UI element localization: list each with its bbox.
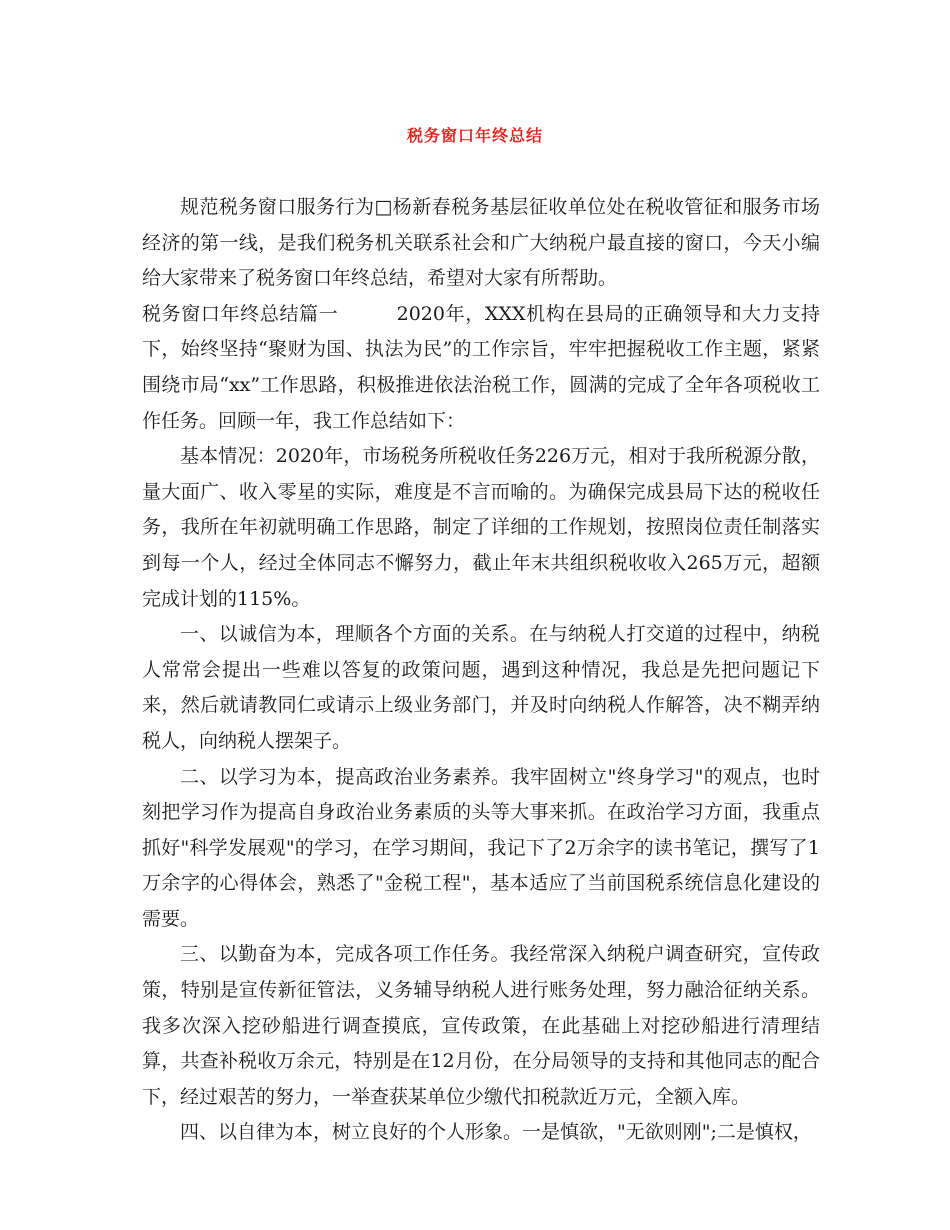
paragraph-intro: 规范税务窗口服务行为□杨新春税务基层征收单位处在税收管征和服务市场经济的第一线，是我们税务机关联系社会和广大纳税户最直接的窗口，今天小编给大家带来了税务窗口年终总结，希望对大家有所帮助。 — [142, 196, 820, 290]
paragraph-point-one: 一、以诚信为本，理顺各个方面的关系。在与纳税人打交道的过程中，纳税人常常会提出一些难以答复的政策问题，遇到这种情况，我总是先把问题记下来，然后就请教同仁或请示上级业务部门，并及时向纳税人作解答，决不糊弄纳税人，向纳税人摆架子。 — [142, 623, 820, 752]
paragraph-point-four: 四、以自律为本，树立良好的个人形象。一是慎欲，"无欲则刚";二是慎权， — [180, 1121, 812, 1144]
paragraph-basic-situation: 基本情况：2020年，市场税务所税收任务226万元，相对于我所税源分散，量大面广、收入零星的实际，难度是不言而喻的。为确保完成县局下达的税收任务，我所在年初就明确工作思路，制定了详细的工作规划，按照岗位责任制落实到每一个人，经过全体同志不懈努力，截止年末共组织税收收入265万元，超额完成计划的115%。 — [142, 445, 820, 610]
paragraph-point-three: 三、以勤奋为本，完成各项工作任务。我经常深入纳税户调查研究，宣传政策，特别是宣传新征管法，义务辅导纳税人进行账务处理，努力融洽征纳关系。我多次深入挖砂船进行调查摸底，宣传政策，在此基础上对挖砂船进行清理结算，共查补税收万余元，特别是在12月份，在分局领导的支持和其他同志的配合下，经过艰苦的努力，一举查获某单位少缴代扣税款近万元，全额入库。 — [142, 943, 820, 1108]
document-body — [142, 190, 820, 1151]
paragraph-section-one: 税务窗口年终总结篇一 2020年，XXX机构在县局的正确领导和大力支持下，始终坚持“聚财为国、执法为民”的工作宗旨，牢牢把握税收工作主题，紧紧围绕市局“xx”工作思路，积极推进依法治税工作，圆满的完成了全年各项税收工作任务。回顾一年，我工作总结如下： — [142, 302, 820, 432]
paragraph-point-two: 二、以学习为本，提高政治业务素养。我牢固树立"终身学习"的观点，也时刻把学习作为提高自身政治业务素质的头等大事来抓。在政治学习方面，我重点抓好"科学发展观"的学习，在学习期间，我记下了2万余字的读书笔记，撰写了1万余字的心得体会，熟悉了"金税工程"，基本适应了当前国税系统信息化建设的需要。 — [142, 765, 820, 930]
document-title: 税务窗口年终总结 — [406, 126, 543, 145]
